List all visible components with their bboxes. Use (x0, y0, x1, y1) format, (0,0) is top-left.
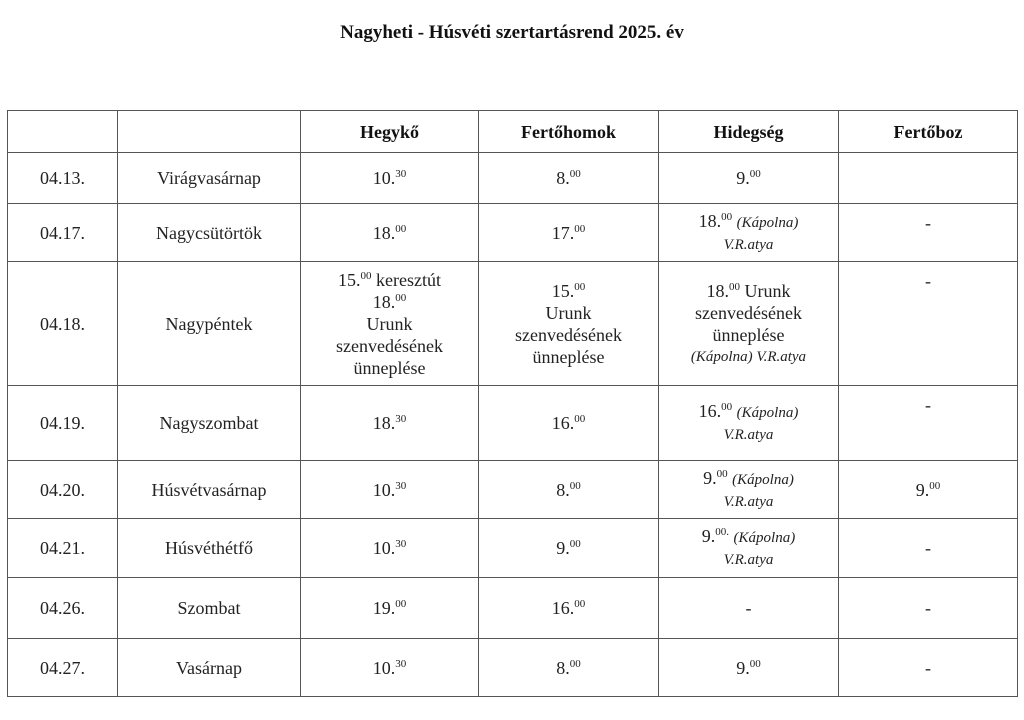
cell-hegyko (301, 386, 479, 461)
time-minute: 30 (395, 538, 407, 550)
time-hour: 15. (338, 269, 361, 290)
cell-fertohomok (479, 519, 659, 578)
cell-hidegseg (659, 461, 839, 519)
event-line: ünneplése (712, 324, 785, 345)
table-row (8, 386, 1018, 461)
time-minute: 00 (574, 222, 586, 235)
celebrant-note: (Kápolna) V.R.atya (690, 348, 807, 365)
time-minute: 00 (395, 598, 407, 610)
time-hour: 18. (372, 222, 396, 243)
time-hour: 9. (556, 538, 570, 558)
table-row (8, 262, 1018, 386)
header-fertohomok: Fertőhomok (479, 111, 659, 153)
cell-fertoboz: - (839, 262, 1018, 386)
time-minute: 00 (569, 538, 581, 550)
cell-fertoboz (839, 153, 1018, 204)
cell-fertoboz: - (839, 386, 1018, 461)
place-note: (Kápolna) (732, 471, 794, 488)
cell-date: 04.27. (8, 639, 118, 697)
event-label: keresztút (376, 269, 441, 290)
cell-fertoboz (839, 461, 1018, 519)
schedule-table (7, 110, 1018, 697)
celebrant-note: V.R.atya (723, 493, 774, 510)
cell-hegyko (301, 578, 479, 639)
table-row (8, 578, 1018, 639)
cell-fertoboz: - (839, 519, 1018, 578)
time-minute: 30 (395, 479, 407, 492)
time-minute: 30 (395, 657, 407, 670)
header-date (8, 111, 118, 153)
cell-date: 04.13. (8, 153, 118, 204)
time-hour: 18. (698, 210, 722, 231)
cell-hegyko (301, 153, 479, 204)
cell-date: 04.17. (8, 204, 118, 262)
time-hour: 18. (372, 291, 396, 312)
time-hour: 9. (736, 168, 750, 188)
time-minute: 00. (715, 526, 730, 538)
table-row (8, 639, 1018, 697)
time-hour: 10. (372, 479, 396, 500)
cell-date: 04.21. (8, 519, 118, 578)
celebrant-note: V.R.atya (723, 552, 774, 568)
cell-hegyko (301, 204, 479, 262)
event-label: Urunk (744, 280, 791, 301)
time-minute: 00 (569, 657, 581, 670)
cell-hidegseg (659, 262, 839, 386)
time-minute: 00 (569, 479, 581, 492)
celebrant-note: V.R.atya (723, 427, 774, 443)
time-hour: 9. (736, 657, 750, 678)
cell-date: 04.26. (8, 578, 118, 639)
time-hour: 9. (703, 467, 717, 488)
time-minute: 00 (721, 401, 733, 413)
time-hour: 8. (556, 479, 570, 500)
table-row (8, 461, 1018, 519)
time-hour: 17. (551, 222, 575, 243)
cell-day: Szombat (118, 578, 301, 639)
place-note: (Kápolna) (736, 214, 799, 231)
header-hidegseg: Hidegség (659, 111, 839, 153)
table-row (8, 153, 1018, 204)
table-row (8, 204, 1018, 262)
document-title: Nagyheti - Húsvéti szertartásrend 2025. év (340, 22, 684, 43)
time-minute: 00 (749, 168, 761, 180)
cell-hidegseg (659, 386, 839, 461)
celebrant-note: V.R.atya (723, 236, 774, 253)
time-minute: 00 (574, 598, 586, 610)
time-hour: 10. (372, 538, 396, 558)
cell-hegyko (301, 461, 479, 519)
cell-date: 04.18. (8, 262, 118, 386)
event-line: Urunk (545, 302, 592, 323)
cell-hidegseg (659, 519, 839, 578)
event-line: ünneplése (532, 346, 605, 367)
cell-fertoboz: - (839, 639, 1018, 697)
time-hour: 16. (551, 413, 575, 433)
cell-fertohomok (479, 386, 659, 461)
cell-hidegseg (659, 639, 839, 697)
time-hour: 8. (556, 168, 570, 188)
time-hour: 16. (551, 598, 575, 618)
place-note: (Kápolna) (733, 530, 796, 546)
time-minute: 00 (395, 291, 407, 304)
header-day (118, 111, 301, 153)
cell-hegyko (301, 639, 479, 697)
cell-hidegseg (659, 153, 839, 204)
header-row (8, 111, 1018, 153)
time-hour: 10. (372, 657, 396, 678)
cell-hegyko (301, 519, 479, 578)
time-hour: 16. (698, 401, 722, 421)
event-line: szenvedésének (515, 324, 622, 345)
time-minute: 30 (395, 168, 407, 180)
cell-date: 04.20. (8, 461, 118, 519)
event-line: szenvedésének (695, 302, 802, 323)
time-hour: 9. (701, 526, 716, 546)
cell-fertoboz: - (839, 204, 1018, 262)
time-minute: 00 (569, 168, 581, 180)
cell-hidegseg (659, 204, 839, 262)
header-hegyko: Hegykő (301, 111, 479, 153)
event-line: ünneplése (353, 357, 426, 378)
time-minute: 00 (574, 413, 586, 425)
time-hour: 19. (372, 598, 396, 618)
cell-hidegseg: - (659, 578, 839, 639)
event-line: szenvedésének (336, 335, 443, 356)
cell-day: Nagyszombat (118, 386, 301, 461)
cell-day: Húsvéthétfő (118, 519, 301, 578)
cell-fertohomok (479, 461, 659, 519)
cell-fertohomok (479, 639, 659, 697)
cell-fertohomok (479, 578, 659, 639)
cell-fertohomok (479, 153, 659, 204)
time-hour: 9. (915, 479, 930, 500)
cell-fertoboz: - (839, 578, 1018, 639)
cell-day: Nagypéntek (118, 262, 301, 386)
time-minute: 00 (574, 280, 586, 293)
cell-hegyko (301, 262, 479, 386)
time-hour: 10. (372, 168, 396, 188)
time-minute: 00 (360, 269, 372, 282)
time-minute: 00 (929, 479, 941, 492)
time-minute: 00 (749, 657, 761, 670)
time-minute: 30 (395, 413, 407, 425)
time-hour: 18. (372, 413, 396, 433)
time-minute: 00 (395, 222, 407, 235)
time-minute: 00 (721, 210, 733, 223)
time-hour: 15. (551, 280, 575, 301)
time-minute: 00 (716, 467, 728, 480)
cell-fertohomok (479, 262, 659, 386)
time-hour: 18. (706, 280, 729, 301)
time-minute: 00 (729, 280, 740, 293)
cell-day: Nagycsütörtök (118, 204, 301, 262)
place-note: (Kápolna) (736, 405, 799, 421)
table-row (8, 519, 1018, 578)
header-fertoboz: Fertőboz (839, 111, 1018, 153)
cell-date: 04.19. (8, 386, 118, 461)
time-hour: 8. (556, 657, 570, 678)
cell-day: Virágvasárnap (118, 153, 301, 204)
cell-fertohomok (479, 204, 659, 262)
cell-day: Húsvétvasárnap (118, 461, 301, 519)
cell-day: Vasárnap (118, 639, 301, 697)
event-line: Urunk (366, 313, 413, 334)
